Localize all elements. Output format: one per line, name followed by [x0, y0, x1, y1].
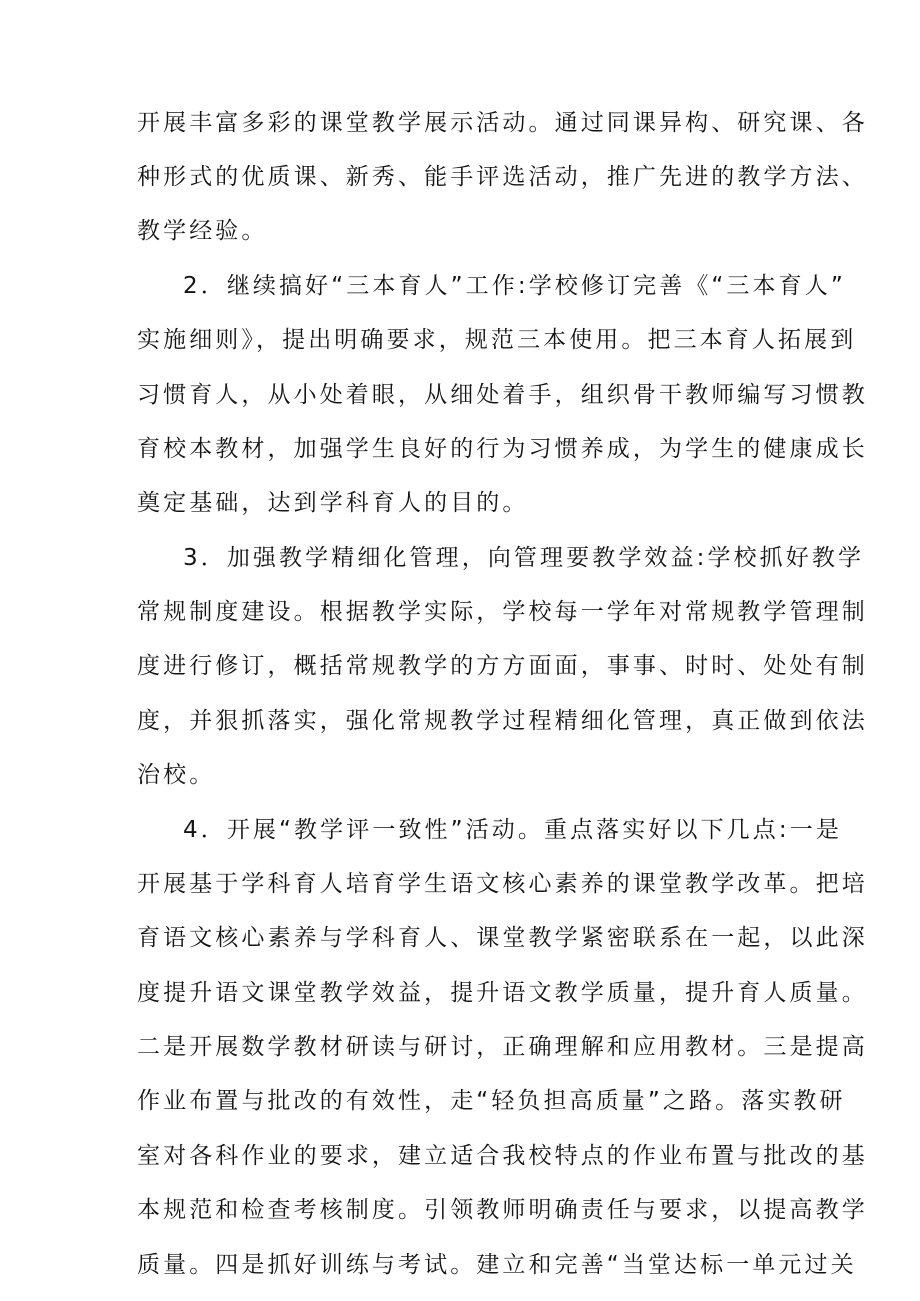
paragraph-line: 本规范和检查考核制度。引领教师明确责任与要求，以提高教学: [137, 1197, 868, 1223]
paragraph-line: 4．开展“教学评一致性”活动。重点落实好以下几点:一是: [183, 817, 842, 843]
paragraph-line: 2．继续搞好“三本育人”工作:学校修订完善《“三本育人”: [183, 273, 846, 299]
paragraph-line: 育语文核心素养与学科育人、课堂教学紧密联系在一起，以此深: [137, 925, 868, 951]
paragraph-line: 种形式的优质课、新秀、能手评选活动，推广先进的教学方法、: [137, 164, 868, 190]
paragraph-line: 室对各科作业的要求，建立适合我校特点的作业布置与批改的基: [137, 1143, 868, 1169]
paragraph-line: 度进行修订，概括常规教学的方方面面，事事、时时、处处有制: [137, 653, 868, 679]
paragraph-line: 奠定基础，达到学科育人的目的。: [137, 490, 529, 516]
paragraph-line: 二是开展数学教材研读与研讨，正确理解和应用教材。三是提高: [137, 1034, 868, 1060]
paragraph-line: 常规制度建设。根据教学实际，学校每一学年对常规教学管理制: [137, 599, 868, 625]
paragraph-line: 度，并狠抓落实，强化常规教学过程精细化管理，真正做到依法: [137, 708, 868, 734]
paragraph-line: 3．加强教学精细化管理，向管理要教学效益:学校抓好教学: [183, 545, 865, 571]
paragraph-line: 开展丰富多彩的课堂教学展示活动。通过同课异构、研究课、各: [137, 110, 868, 136]
paragraph-line: 开展基于学科育人培育学生语文核心素养的课堂教学改革。把培: [137, 871, 868, 897]
paragraph-line: 质量。四是抓好训练与考试。建立和完善“当堂达标一单元过关: [137, 1252, 857, 1278]
paragraph-line: 实施细则》，提出明确要求，规范三本使用。把三本育人拓展到: [137, 327, 857, 353]
paragraph-line: 教学经验。: [137, 218, 268, 244]
paragraph-line: 习惯育人，从小处着眼，从细处着手，组织骨干教师编写习惯教: [137, 382, 868, 408]
paragraph-line: 度提升语文课堂教学效益，提升语文教学质量，提升育人质量。: [137, 980, 868, 1006]
paragraph-line: 作业布置与批改的有效性，走“轻负担高质量”之路。落实教研: [137, 1088, 846, 1114]
paragraph-line: 育校本教材，加强学生良好的行为习惯养成，为学生的健康成长: [137, 436, 868, 462]
paragraph-line: 治校。: [137, 762, 216, 788]
